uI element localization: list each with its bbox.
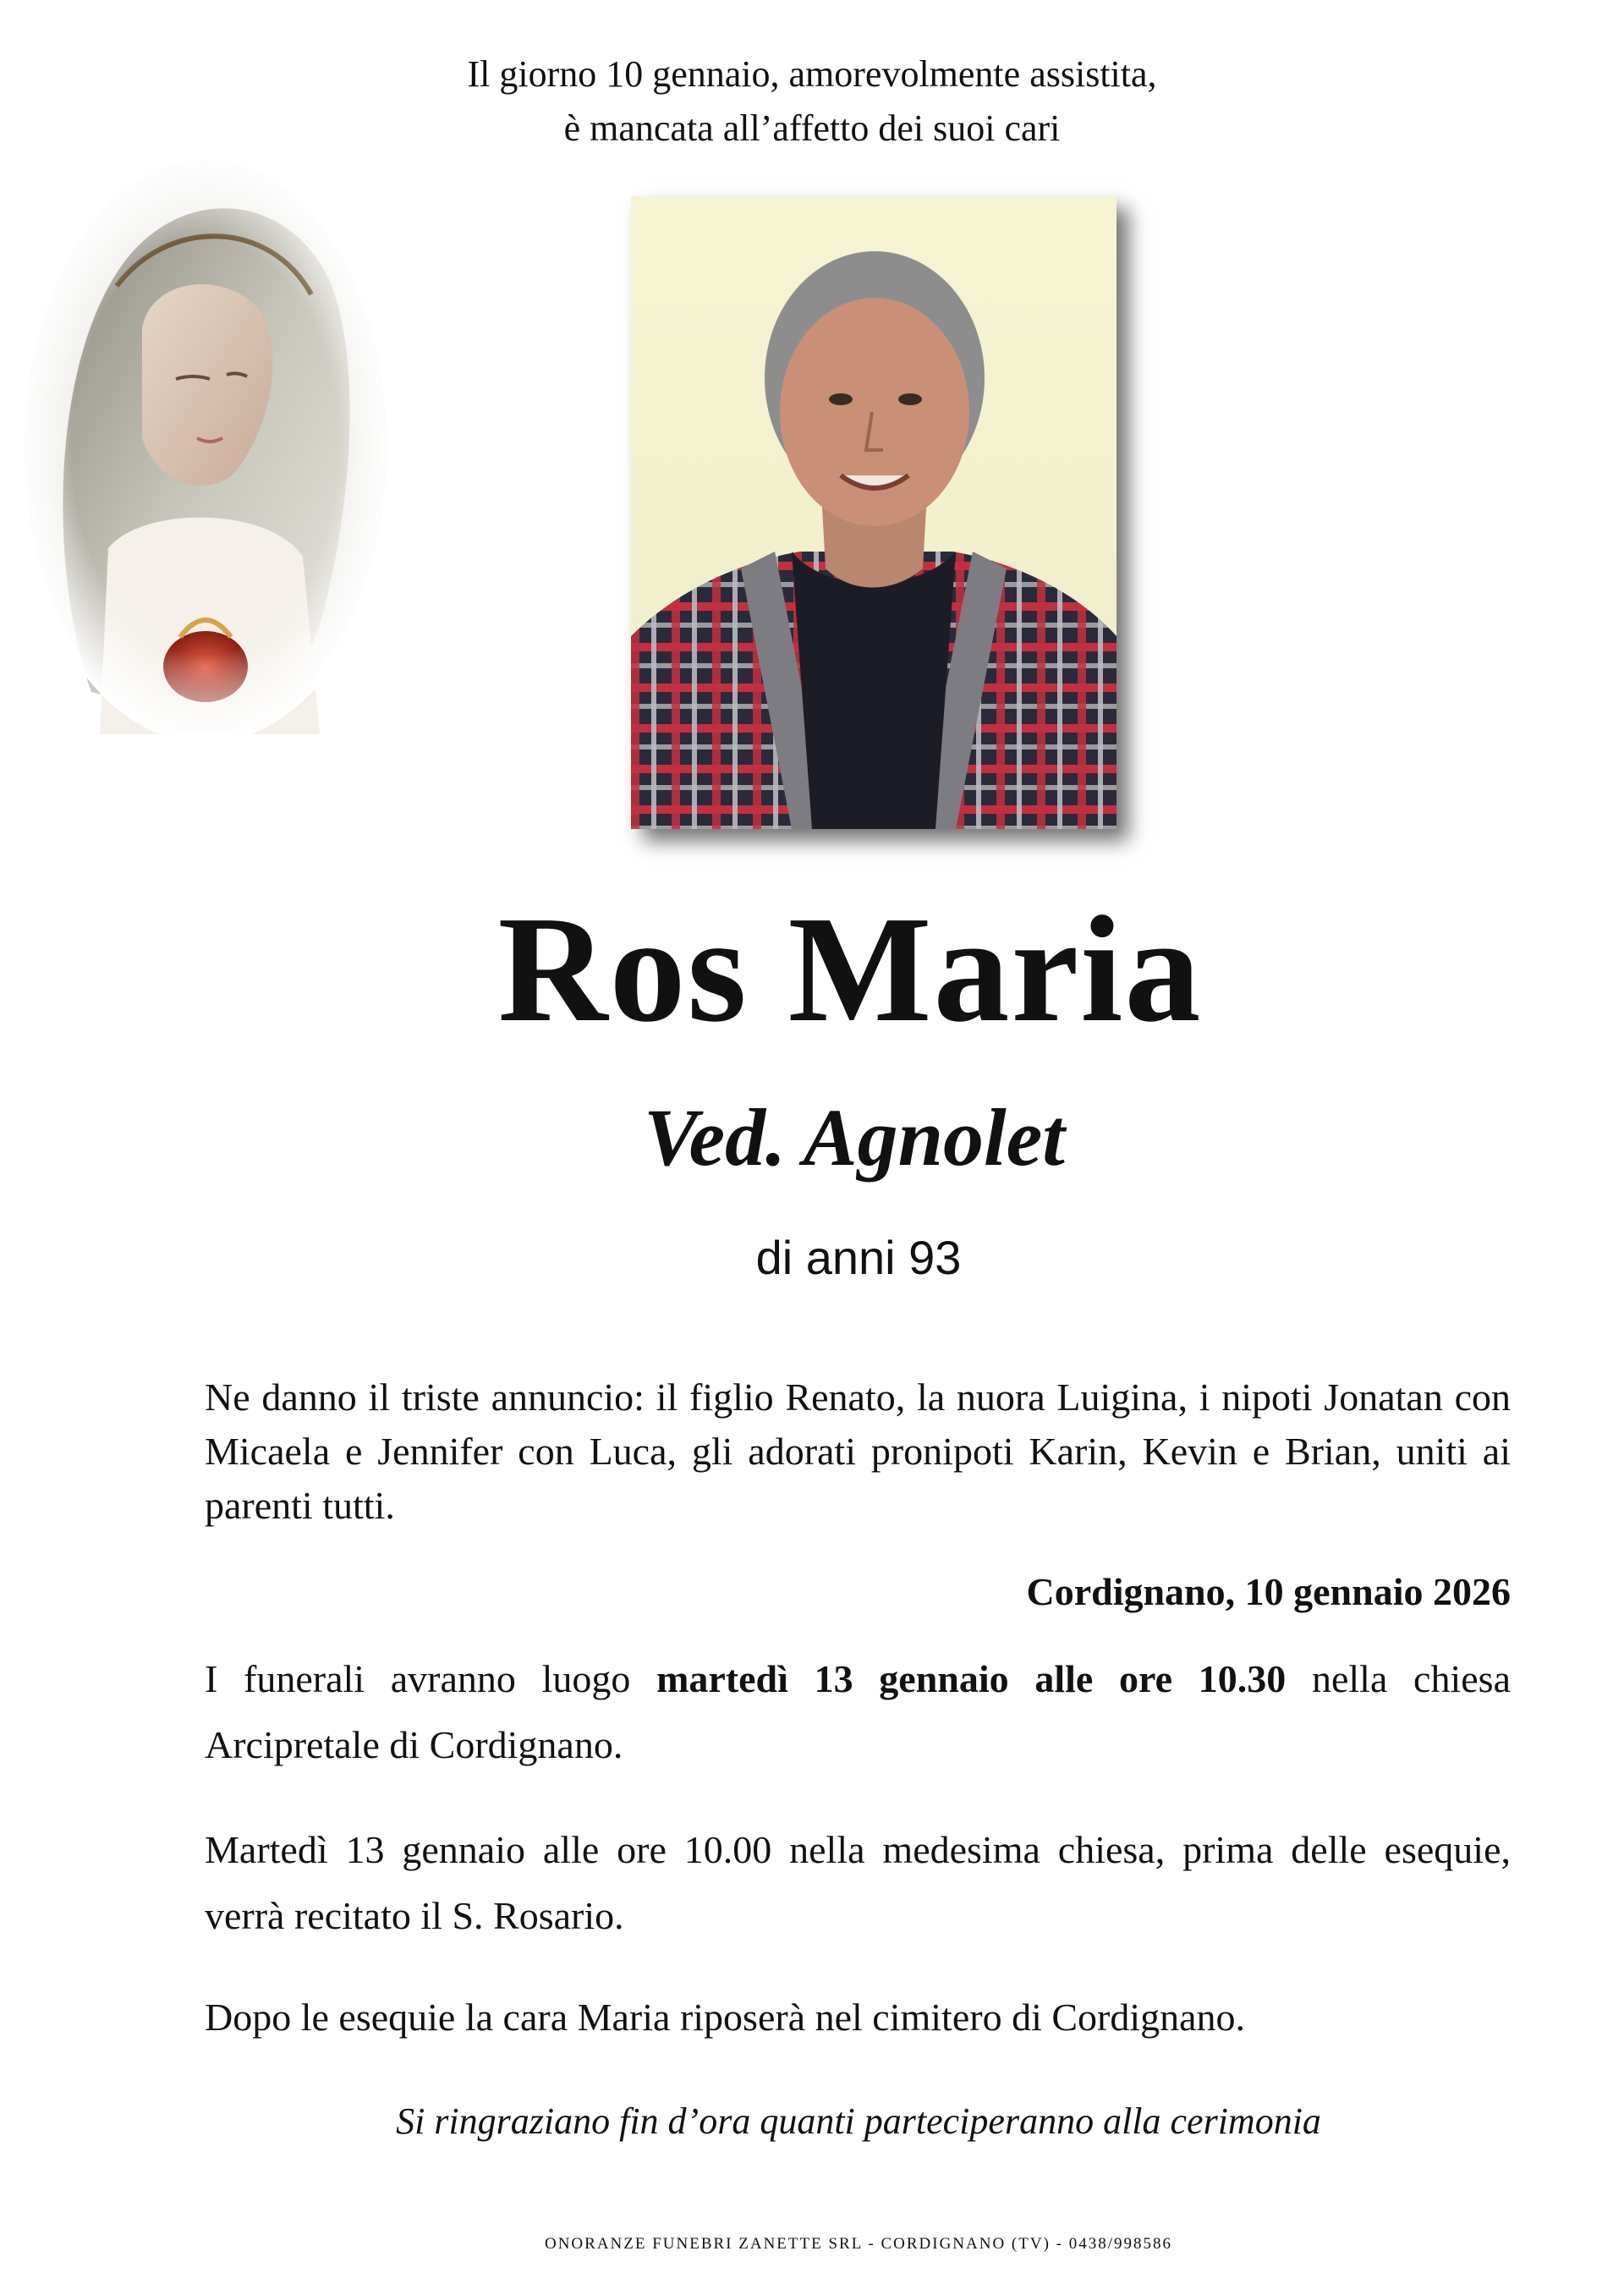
- funeral-home-footer: ONORANZE FUNEBRI ZANETTE SRL - CORDIGNANO (TV) - 0438/998586: [544, 2235, 1173, 2253]
- funeral-info-date: martedì 13 gennaio alle ore 10.30: [656, 1657, 1287, 1700]
- place-date: Cordignano, 10 gennaio 2026: [1026, 1570, 1511, 1613]
- rosary-info: Martedì 13 gennaio alle ore 10.00 nella medesima chiesa, prima delle esequie, verrà recitato il S. Rosario.: [205, 1828, 1511, 1937]
- madonna-image: [15, 151, 396, 743]
- age-text: di anni 93: [755, 1231, 962, 1284]
- funeral-info-pre: I funerali avranno luogo: [205, 1657, 657, 1700]
- intro-line-1: Il giorno 10 gennaio, amorevolmente assistita,: [467, 53, 1157, 95]
- burial-info: Dopo le esequie la cara Maria riposerà nel cimitero di Cordignano.: [205, 1996, 1246, 2039]
- portrait-photo: [631, 196, 1116, 829]
- funeral-info-post: nella chiesa Arcipretale di Cordignano.: [205, 1657, 1511, 1766]
- announcement-text: Ne danno il triste annuncio: il figlio Renato, la nuora Luigina, i nipoti Jonatan con Micaela e Jennifer con Luca, gli adorati pronipoti Karin, Kevin e Brian, uniti ai parenti tutti.: [205, 1375, 1511, 1527]
- intro-line-2: è mancata all’affetto dei suoi cari: [563, 107, 1061, 149]
- thanks-text: Si ringraziano fin d’ora quanti parteciperanno alla cerimonia: [396, 2100, 1321, 2142]
- widow-of-subtitle: Ved. Agnolet: [644, 1092, 1065, 1183]
- deceased-name: Ros Maria: [497, 885, 1203, 1053]
- intro-text: [0, 47, 1624, 156]
- funeral-info: [205, 1646, 1511, 1778]
